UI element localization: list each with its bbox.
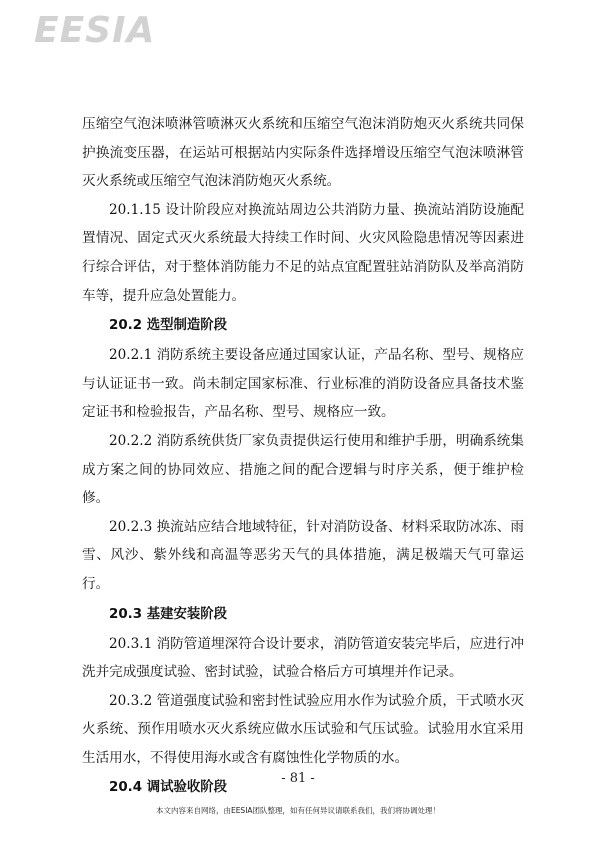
eesia-logo: EESIA bbox=[34, 10, 156, 51]
section-heading: 20.4 调试验收阶段 bbox=[109, 780, 228, 796]
paragraph: 20.3.1 消防管道埋深符合设计要求，消防管道安装完毕后，应进行冲洗并完成强度试验、密封试验，试验合格后方可填埋并作记录。 bbox=[82, 635, 524, 681]
paragraph: 20.2.3 换流站应结合地域特征，针对消防设备、材料采取防冰冻、雨雪、风沙、紫外线和高温等恶劣天气的具体措施，满足极端天气可靠运行。 bbox=[82, 518, 524, 592]
page-number: - 81 - bbox=[281, 771, 315, 786]
paragraph: 20.1.15 设计阶段应对换流站周边公共消防力量、换流站消防设施配置情况、固定式灭火系统最大持续工作时间、火灾风险隐患情况等因素进行综合评估，对于整体消防能力不足的站点宜配置驻站消防队及举高消防车等，提升应急处置能力。 bbox=[82, 201, 524, 304]
section-heading: 20.3 基建安装阶段 bbox=[109, 606, 228, 622]
section-heading: 20.2 选型制造阶段 bbox=[109, 318, 228, 334]
footer-disclaimer: 本文内容来自网络，由EESIA团队整理，如有任何异议请联系我们，我们将协调处理！ bbox=[155, 806, 441, 815]
paragraph: 20.2.1 消防系统主要设备应通过国家认证，产品名称、型号、规格应与认证证书一致。尚未制定国家标准、行业标准的消防设备应具备技术鉴定证书和检验报告，产品名称、型号、规格应一致。 bbox=[82, 347, 524, 421]
paragraph: 20.3.2 管道强度试验和密封性试验应用水作为试验介质，干式喷水灭火系统、预作用喷水灭火系统应做水压试验和气压试验。试验用水宜采用生活用水，不得使用海水或含有腐蚀性化学物质的水。 bbox=[82, 692, 524, 766]
document-body bbox=[82, 110, 524, 803]
paragraph: 压缩空气泡沫喷淋管喷淋灭火系统和压缩空气泡沫消防炮灭火系统共同保护换流变压器，在运站可根据站内实际条件选择增设压缩空气泡沫喷淋管灭火系统或压缩空气泡沫消防炮灭火系统。 bbox=[82, 116, 524, 190]
paragraph: 20.2.2 消防系统供货厂家负责提供运行使用和维护手册，明确系统集成方案之间的协同效应、措施之间的配合逻辑与时序关系，便于维护检修。 bbox=[82, 432, 524, 507]
